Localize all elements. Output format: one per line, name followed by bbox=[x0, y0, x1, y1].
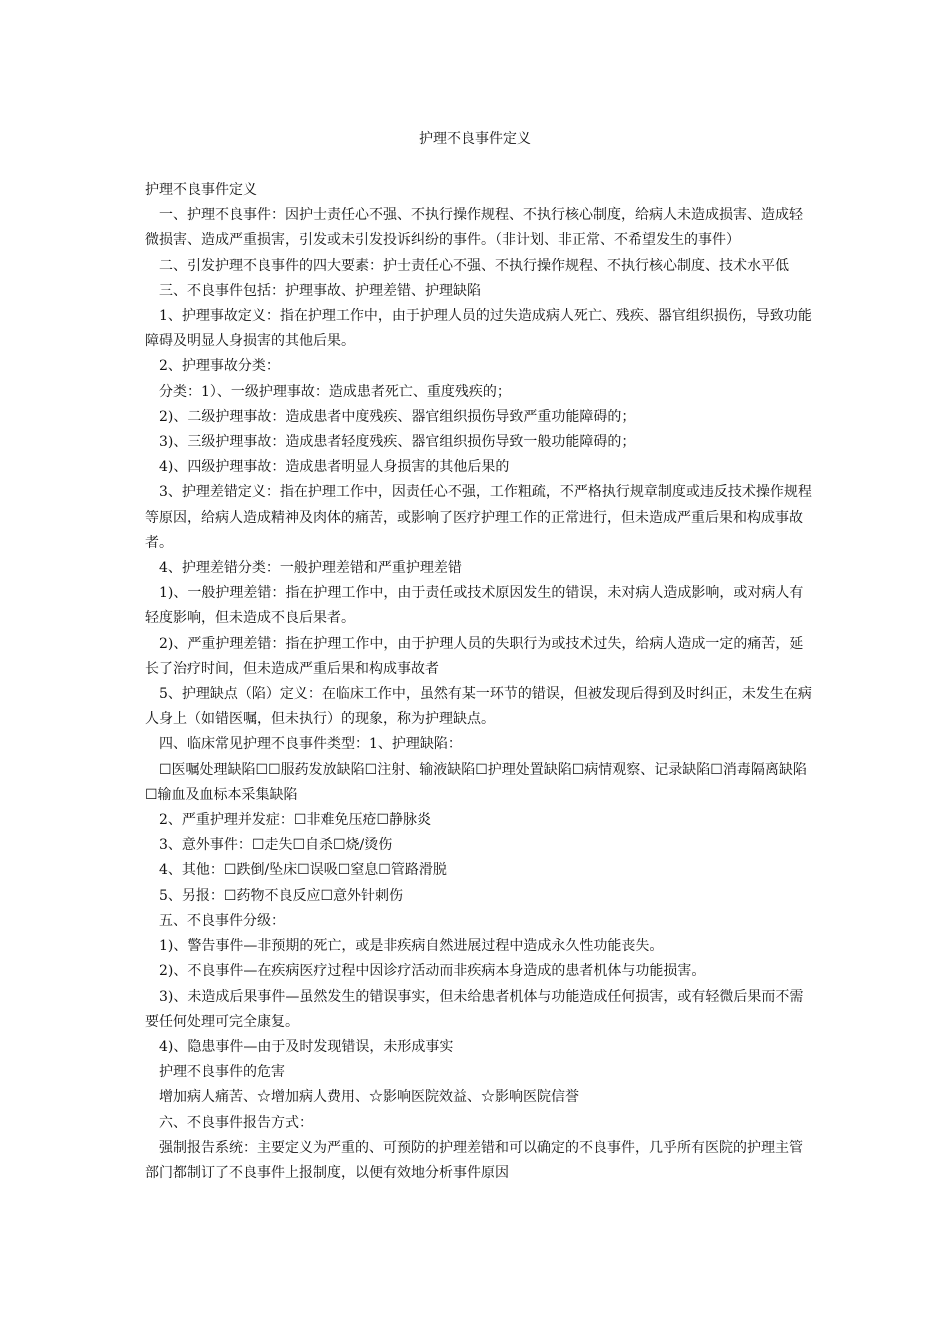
paragraph: 护理不良事件定义 bbox=[145, 182, 257, 198]
paragraph: 5、护理缺点（陷）定义：在临床工作中，虽然有某一环节的错误，但被发现后得到及时纠正，未发生在病人身上（如错医嘱，但未执行）的现象，称为护理缺点。 bbox=[145, 686, 812, 728]
page-title: 护理不良事件定义 bbox=[419, 131, 531, 147]
paragraph: 3、护理差错定义：指在护理工作中，因责任心不强，工作粗疏，不严格执行规章制度或违反技术操作规程等原因，给病人造成精神及肉体的痛苦，或影响了医疗护理工作的正常进行，但未造成严重后果和构成事故者。 bbox=[145, 484, 812, 551]
paragraph: 3、意外事件：☐走失☐自杀☐烧/烫伤 bbox=[159, 837, 393, 854]
document-body bbox=[145, 178, 815, 1186]
paragraph: 1)、一般护理差错：指在护理工作中，由于责任或技术原因发生的错误，未对病人造成影响，或对病人有轻度影响，但未造成不良后果者。 bbox=[145, 585, 804, 627]
paragraph: 2、严重护理并发症：☐非难免压疮☐静脉炎 bbox=[159, 812, 432, 829]
paragraph: 4)、四级护理事故：造成患者明显人身损害的其他后果的 bbox=[159, 459, 510, 476]
paragraph: 强制报告系统：主要定义为严重的、可预防的护理差错和可以确定的不良事件，几乎所有医院的护理主管部门都制订了不良事件上报制度，以便有效地分析事件原因 bbox=[145, 1139, 803, 1181]
paragraph: ☐医嘱处理缺陷☐☐服药发放缺陷☐注射、输液缺陷☐护理处置缺陷☐病情观察、记录缺陷☐消毒隔离缺陷☐输血及血标本采集缺陷 bbox=[145, 761, 807, 803]
paragraph: 2、护理事故分类： bbox=[159, 358, 280, 375]
paragraph: 一、护理不良事件：因护士责任心不强、不执行操作规程、不执行核心制度，给病人未造成损害、造成轻微损害、造成严重损害，引发或未引发投诉纠纷的事件。（非计划、非正常、不希望发生的事件） bbox=[145, 207, 803, 249]
paragraph: 2)、不良事件—在疾病医疗过程中因诊疗活动而非疾病本身造成的患者机体与功能损害。 bbox=[159, 963, 706, 980]
paragraph: 5、另报：☐药物不良反应☐意外针刺伤 bbox=[159, 887, 404, 904]
paragraph: 2)、严重护理差错：指在护理工作中，由于护理人员的失职行为或技术过失，给病人造成一定的痛苦，延长了治疗时间，但未造成严重后果和构成事故者 bbox=[145, 635, 804, 677]
paragraph: 二、引发护理不良事件的四大要素：护士责任心不强、不执行操作规程、不执行核心制度、技术水平低 bbox=[159, 257, 789, 274]
paragraph: 1、护理事故定义：指在护理工作中，由于护理人员的过失造成病人死亡、残疾、器官组织损伤，导致功能障碍及明显人身损害的其他后果。 bbox=[145, 308, 812, 350]
paragraph: 1)、警告事件—非预期的死亡，或是非疾病自然进展过程中造成永久性功能丧失。 bbox=[159, 938, 664, 955]
paragraph: 4、护理差错分类：一般护理差错和严重护理差错 bbox=[159, 560, 462, 577]
paragraph: 3)、三级护理事故：造成患者轻度残疾、器官组织损伤导致一般功能障碍的； bbox=[159, 434, 636, 451]
paragraph: 三、不良事件包括：护理事故、护理差错、护理缺陷 bbox=[159, 282, 481, 299]
paragraph: 4、其他：☐跌倒/坠床☐误吸☐窒息☐管路滑脱 bbox=[159, 862, 447, 879]
paragraph: 四、临床常见护理不良事件类型：1、护理缺陷： bbox=[159, 736, 462, 753]
paragraph: 4)、隐患事件—由于及时发现错误，未形成事实 bbox=[159, 1038, 454, 1055]
paragraph: 六、不良事件报告方式： bbox=[159, 1114, 313, 1131]
paragraph: 增加病人痛苦、☆增加病人费用、☆影响医院效益、☆影响医院信誉 bbox=[159, 1089, 579, 1106]
paragraph: 2)、二级护理事故：造成患者中度残疾、器官组织损伤导致严重功能障碍的； bbox=[159, 408, 636, 425]
paragraph: 3)、未造成后果事件—虽然发生的错误事实，但未给患者机体与功能造成任何损害，或有轻微后果而不需要任何处理可完全康复。 bbox=[145, 988, 804, 1030]
paragraph: 分类：1）、一级护理事故：造成患者死亡、重度残疾的； bbox=[159, 383, 511, 400]
paragraph: 五、不良事件分级： bbox=[159, 912, 285, 929]
paragraph: 护理不良事件的危害 bbox=[159, 1064, 285, 1081]
